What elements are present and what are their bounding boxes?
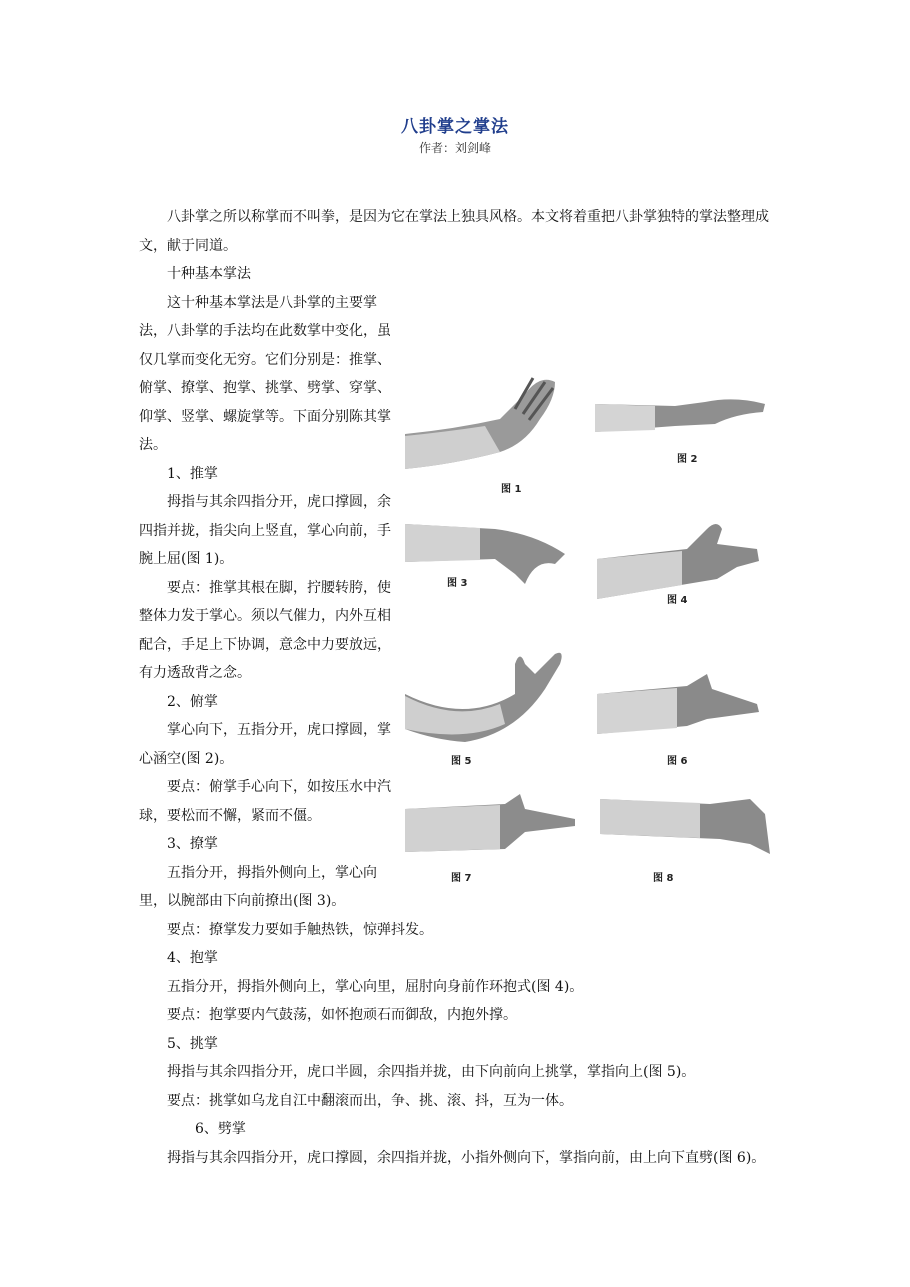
subsection-heading: 1、推掌 [167, 465, 218, 482]
article-author: 作者：刘剑峰 [418, 141, 491, 155]
figure-5-caption: 图 5 [451, 755, 472, 767]
section-heading: 十种基本掌法 [167, 266, 251, 282]
paragraph: 拇指与其余四指分开，虎口撑圆，余四指并拢，指尖向上竖直，掌心向前，手腕上屈(图 1)。 [139, 494, 391, 567]
paragraph: 要点：推掌其根在脚，拧腰转胯，使整体力发于掌心。须以气催力，内外互相配合，手足上下协调，意念中力要放远，有力透敌背之念。 [139, 579, 391, 681]
figure-8-caption: 图 8 [653, 872, 674, 884]
paragraph: 五指分开，拇指外侧向上，掌心向里，以腕部由下向前撩出(图 3)。 [139, 864, 377, 909]
article-title: 八卦掌之掌法 [401, 117, 509, 137]
intro-paragraph: 八卦掌之所以称掌而不叫拳，是因为它在掌法上独具风格。本文将着重把八卦掌独特的掌法整理成文，献于同道。 [139, 209, 769, 254]
figure-6-caption: 图 6 [667, 755, 688, 767]
article-body [139, 203, 775, 1172]
subsection-heading: 2、俯掌 [167, 693, 218, 710]
paragraph: 这十种基本掌法是八卦掌的主要掌法，八卦掌的手法均在此数掌中变化，虽仅几掌而变化无穷。它们分别是：推掌、俯掌、撩掌、抱掌、挑掌、劈掌、穿掌、仰掌、竖掌、螺旋掌等。下面分别陈其掌法。 [139, 294, 391, 453]
figure-8-photo [600, 794, 772, 912]
paragraph: 五指分开，拇指外侧向上，掌心向里，屈肘向身前作环抱式(图 4)。 [167, 978, 584, 995]
paragraph: 要点：挑掌如乌龙自江中翻滚而出，争、挑、滚、抖，互为一体。 [167, 1092, 573, 1109]
subsection-heading: 6、劈掌 [195, 1121, 246, 1137]
figure-3-caption: 图 3 [447, 577, 468, 589]
paragraph: 拇指与其余四指分开，虎口撑圆，余四指并拢，小指外侧向下，掌指向前，由上向下直劈(图 6)。 [167, 1149, 766, 1166]
paragraph: 掌心向下，五指分开，虎口撑圆，掌心涵空(图 2)。 [139, 722, 391, 767]
subsection-heading: 5、挑掌 [167, 1035, 218, 1052]
subsection-heading: 4、抱掌 [167, 950, 218, 966]
figure-panel [405, 374, 785, 894]
figure-7-photo [405, 794, 577, 912]
paragraph: 要点：俯掌手心向下，如按压水中汽球，要松而不懈，紧而不僵。 [139, 779, 391, 824]
paragraph: 要点：撩掌发力要如手触热铁，惊弹抖发。 [167, 921, 433, 938]
figure-3-photo [405, 514, 577, 632]
figure-1-photo [405, 374, 577, 492]
figure-7-caption: 图 7 [451, 872, 472, 884]
figure-4-caption: 图 4 [667, 594, 688, 606]
figure-5-photo [405, 644, 577, 762]
figure-2-caption: 图 2 [677, 453, 698, 465]
figure-1-caption: 图 1 [501, 483, 522, 495]
paragraph: 要点：抱掌要内气鼓荡，如怀抱顽石而御敌，内抱外撑。 [167, 1007, 517, 1023]
subsection-heading: 3、撩掌 [167, 836, 218, 852]
paragraph: 拇指与其余四指分开，虎口半圆，余四指并拢，由下向前向上挑掌，掌指向上(图 5)。 [167, 1064, 696, 1080]
figure-2-photo [595, 384, 767, 502]
figure-4-photo [597, 519, 769, 637]
